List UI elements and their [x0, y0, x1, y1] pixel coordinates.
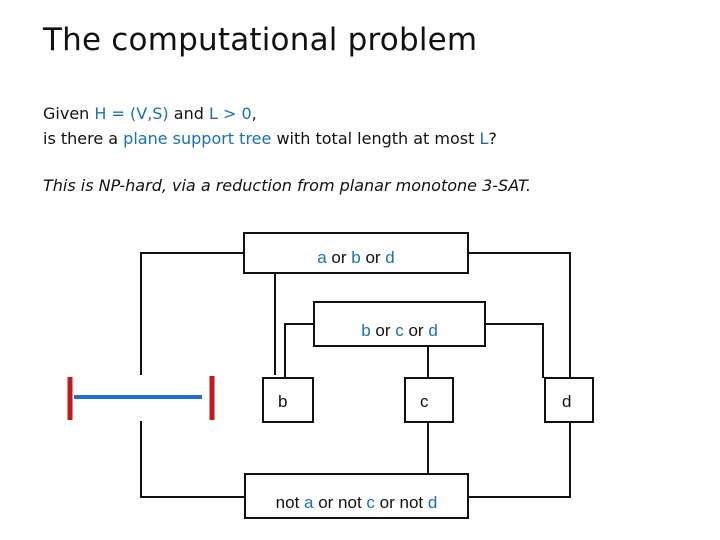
clause1-or2: or: [360, 248, 386, 267]
clause2-or1: or: [370, 321, 396, 340]
np-hard-statement: This is NP-hard, via a reduction from planar monotone 3-SAT.: [43, 176, 531, 195]
question-tree: plane support tree: [123, 129, 272, 148]
variable-label-d: d: [562, 392, 572, 411]
variable-label-c: c: [420, 392, 429, 411]
connector-clause2-right: [486, 324, 543, 378]
clause3-or-not2: or not: [374, 493, 428, 512]
variable-box-b: [263, 378, 313, 422]
clause1-term-b: b: [351, 248, 361, 267]
question-L: L: [479, 129, 489, 148]
given-L: L > 0: [208, 104, 252, 123]
clause2-term-d: d: [428, 321, 438, 340]
variable-box-c: [405, 378, 453, 422]
clause1-or1: or: [326, 248, 352, 267]
given-and: and: [168, 104, 209, 123]
clause2-term-c: c: [395, 321, 404, 340]
given-prefix: Given: [43, 104, 95, 123]
clause-box-not-a-c-d: [244, 473, 469, 519]
connector-clause3-right: [469, 420, 570, 497]
clause-box-b-c-d: [313, 301, 486, 347]
connector-clause3-left: [141, 421, 244, 497]
clause3-term-d: d: [427, 493, 438, 512]
clause3-or-not1: or not: [313, 493, 367, 512]
clause3-term-a: a: [304, 493, 314, 512]
clause2-term-b: b: [361, 321, 371, 340]
clause3-not1: not: [275, 493, 305, 512]
clause1-term-d: d: [385, 248, 395, 267]
question-prefix: is there a: [43, 129, 124, 148]
connector-clause1-left: [141, 253, 243, 375]
clause1-term-a: a: [317, 248, 327, 267]
question-mid: with total length at most: [271, 129, 480, 148]
clause-box-a-b-d: [243, 232, 469, 274]
variable-label-b: b: [278, 392, 288, 411]
connector-clause2-left: [285, 324, 313, 378]
clause2-or2: or: [403, 321, 429, 340]
slide-title: The computational problem: [43, 22, 478, 58]
given-comma: ,: [251, 104, 257, 123]
clause3-term-c: c: [366, 493, 375, 512]
question-end: ?: [488, 129, 497, 148]
given-H: H = (V,S): [94, 104, 169, 123]
